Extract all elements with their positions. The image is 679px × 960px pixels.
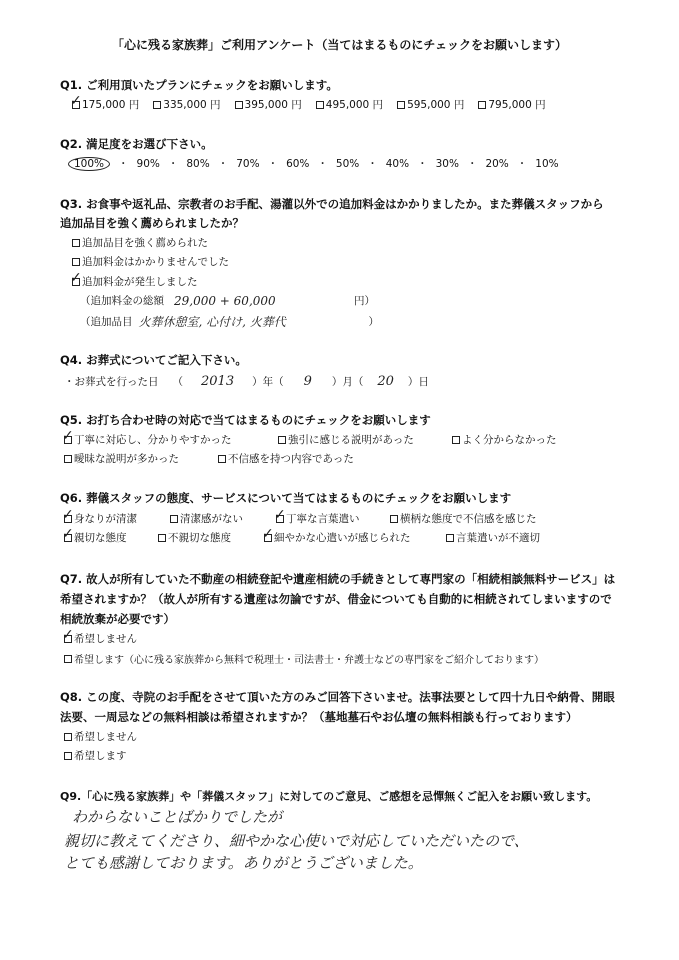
q4-day[interactable]: 20	[377, 374, 394, 389]
q1-option[interactable]: 595,000 円	[397, 97, 464, 112]
q7-question-line2: 希望されますか？（故人が所有する遺産は勿論ですが、借金についても自動的に相続されてしまいますので	[60, 592, 612, 606]
separator-dot: ・	[466, 158, 478, 170]
checkbox-checked[interactable]	[264, 534, 272, 542]
checkbox[interactable]	[478, 101, 486, 109]
separator-dot: ・	[367, 158, 378, 170]
checkbox-checked[interactable]	[72, 278, 80, 286]
q4-month[interactable]: 9	[303, 374, 312, 389]
q9-comment-line1[interactable]: わからないことばかりでしたが	[72, 808, 283, 826]
q5-row1	[64, 432, 571, 447]
q5-option[interactable]: ✓ 丁寧に対応し、分かりやすかった	[64, 432, 264, 447]
q2-options	[68, 156, 567, 171]
checkbox-checked[interactable]	[64, 436, 72, 444]
q5-option[interactable]: 曖昧な説明が多かった	[64, 451, 204, 466]
checkbox[interactable]	[64, 655, 72, 663]
q3-option-2[interactable]: ✓ 追加料金が発生しました	[72, 274, 198, 289]
q1-option[interactable]: 335,000 円	[153, 97, 220, 112]
checkbox[interactable]	[170, 515, 178, 523]
q6-option[interactable]: 清潔感がない	[170, 511, 262, 526]
q5-option[interactable]: よく分からなかった	[452, 432, 557, 447]
checkbox[interactable]	[218, 455, 226, 463]
satisfaction-option[interactable]: 90%	[136, 158, 160, 170]
q1-question: Q1. ご利用頂いたプランにチェックをお願いします。	[60, 78, 338, 92]
q6-question: Q6. 葬儀スタッフの態度、サービスについて当てはまるものにチェックをお願いします	[60, 491, 512, 505]
satisfaction-option[interactable]: 10%	[535, 158, 559, 170]
checkbox-checked[interactable]	[72, 101, 80, 109]
satisfaction-option[interactable]: 80%	[186, 158, 210, 170]
q6-row1	[64, 511, 551, 526]
q3-option-0[interactable]: 追加品目を強く薦められた	[72, 235, 208, 250]
q5-option[interactable]: 不信感を持つ内容であった	[218, 451, 354, 466]
survey-title: 「心に残る家族葬」ご利用アンケート（当てはまるものにチェックをお願いします）	[112, 38, 567, 52]
checkbox[interactable]	[235, 101, 243, 109]
checkbox[interactable]	[446, 534, 454, 542]
separator-dot: ・	[118, 158, 129, 170]
separator-dot: ・	[267, 158, 279, 170]
separator-dot: ・	[217, 158, 229, 170]
q4-year[interactable]: 2013	[201, 374, 235, 389]
separator-dot: ・	[417, 158, 428, 170]
q1-options	[72, 97, 560, 112]
q3-amount-value[interactable]: 29,000 + 60,000	[174, 293, 276, 308]
q7-option-0[interactable]: ✓ 希望しません	[64, 631, 137, 646]
checkbox[interactable]	[316, 101, 324, 109]
separator-dot: ・	[317, 158, 328, 170]
checkbox[interactable]	[397, 101, 405, 109]
q7-question-line1: Q7. 故人が所有していた不動産の相続登記や遺産相続の手続きとして専門家の「相続相談無料サービス」は	[60, 572, 616, 586]
q1-option[interactable]: ✓ 175,000 円	[72, 97, 139, 112]
q5-option[interactable]: 強引に感じる説明があった	[278, 432, 438, 447]
q8-option-0[interactable]: 希望しません	[64, 729, 137, 744]
checkbox[interactable]	[72, 258, 80, 266]
q3-question-line1: Q3. お食事や返礼品、宗教者のお手配、湯灌以外での追加料金はかかりましたか。また葬儀スタッフから	[60, 197, 604, 211]
checkbox-checked[interactable]	[64, 534, 72, 542]
checkbox[interactable]	[158, 534, 166, 542]
q3-question-line2: 追加品目を強く薦められましたか？	[60, 216, 244, 230]
q6-option[interactable]: 言葉遣いが不適切	[446, 530, 540, 545]
checkbox-checked[interactable]	[64, 515, 72, 523]
q3-items: （追加品目 火葬休憩室, 心付け, 火葬代 ）	[80, 315, 379, 329]
q6-option[interactable]: ✓ 細やかな心遣いが感じられた	[264, 530, 432, 545]
satisfaction-option[interactable]: 70%	[236, 158, 260, 170]
q5-question: Q5. お打ち合わせ時の対応で当てはまるものにチェックをお願いします	[60, 413, 431, 427]
checkbox[interactable]	[64, 752, 72, 760]
q9-comment-line2[interactable]: 親切に教えてくださり、細やかな心使いで対応していただいたので、	[64, 832, 529, 850]
satisfaction-option[interactable]: 60%	[286, 158, 310, 170]
checkbox[interactable]	[390, 515, 398, 523]
separator-dot: ・	[167, 158, 179, 170]
q6-option[interactable]: 横柄な態度で不信感を感じた	[390, 511, 537, 526]
q1-option[interactable]: 395,000 円	[235, 97, 302, 112]
q4-question: Q4. お葬式についてご記入下さい。	[60, 353, 247, 367]
checkbox[interactable]	[64, 733, 72, 741]
q3-amount: （追加料金の総額 29,000 + 60,000 円）	[80, 293, 375, 308]
checkbox[interactable]	[278, 436, 286, 444]
satisfaction-option[interactable]: 30%	[435, 158, 459, 170]
checkbox-checked[interactable]	[276, 515, 284, 523]
q7-question-line3: 相続放棄が必要です）	[60, 612, 175, 626]
q4-date-row: ・お葬式を行った日 （ 2013 ）年（ 9 ）月（ 20 ）日	[64, 374, 429, 389]
checkbox[interactable]	[64, 455, 72, 463]
q8-question-line1: Q8. この度、寺院のお手配をさせて頂いた方のみご回答下さいませ。法事法要として四十九日や納骨、開眼	[60, 690, 615, 704]
q9-comment-line3[interactable]: とても感謝しております。ありがとうございました。	[64, 854, 423, 872]
q3-items-value[interactable]: 火葬休憩室, 心付け, 火葬代	[138, 315, 286, 329]
q6-option[interactable]: ✓ 親切な態度	[64, 530, 144, 545]
checkbox[interactable]	[153, 101, 161, 109]
satisfaction-option[interactable]: 40%	[385, 158, 410, 170]
q7-option-1[interactable]: 希望します（心に残る家族葬から無料で税理士・司法書士・弁護士などの専門家をご紹介しております）	[64, 651, 544, 666]
checkbox[interactable]	[72, 239, 80, 247]
q8-question-line2: 法要、一周忌などの無料相談は希望されますか？（墓地墓石やお仏壇の無料相談も行っております）	[60, 710, 578, 724]
q8-option-1[interactable]: 希望します	[64, 748, 127, 763]
q2-question: Q2. 満足度をお選び下さい。	[60, 137, 213, 151]
checkbox-checked[interactable]	[64, 635, 72, 643]
q1-option[interactable]: 495,000 円	[316, 97, 383, 112]
q9-question: Q9.「心に残る家族葬」や「葬儀スタッフ」に対してのご意見、ご感想を忌憚無くご記入をお願い致します。	[60, 790, 598, 803]
satisfaction-option[interactable]: 20%	[485, 158, 509, 170]
q6-row2	[64, 530, 554, 545]
q1-option[interactable]: 795,000 円	[478, 97, 545, 112]
satisfaction-option-selected[interactable]: 100%	[68, 157, 110, 171]
q6-option[interactable]: ✓ 身なりが清潔	[64, 511, 156, 526]
q6-option[interactable]: 不親切な態度	[158, 530, 250, 545]
satisfaction-option[interactable]: 50%	[335, 158, 360, 170]
q3-option-1[interactable]: 追加料金はかかりませんでした	[72, 254, 229, 269]
q6-option[interactable]: ✓ 丁寧な言葉遣い	[276, 511, 376, 526]
checkbox[interactable]	[452, 436, 460, 444]
q5-row2	[64, 451, 368, 466]
separator-dot: ・	[516, 158, 528, 170]
